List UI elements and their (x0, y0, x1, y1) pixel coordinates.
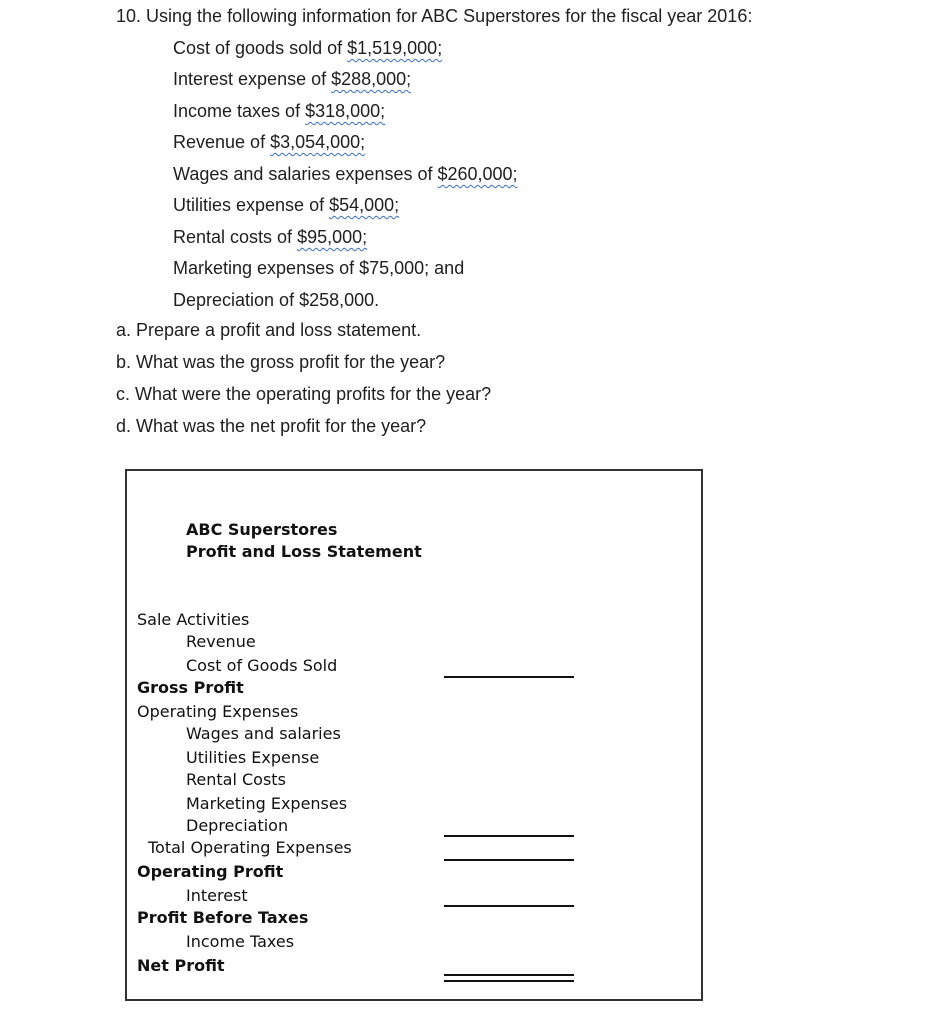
cogs-answer-line[interactable] (444, 676, 574, 678)
given-item-income-taxes: Income taxes of $318,000; (173, 101, 386, 121)
row-cogs: Cost of Goods Sold (186, 656, 338, 675)
net-profit-double-line[interactable] (444, 974, 574, 982)
part-c: c. What were the operating profits for the year? (116, 384, 492, 404)
depreciation-answer-line[interactable] (444, 835, 574, 837)
given-value-utilities: $54,000; (329, 195, 400, 215)
given-value-rental: $95,000; (297, 227, 368, 247)
given-item-utilities: Utilities expense of $54,000; (173, 195, 400, 215)
given-item-rental: Rental costs of $95,000; (173, 227, 368, 247)
total-opex-answer-line[interactable] (444, 859, 574, 861)
profit-loss-statement (125, 469, 703, 1001)
statement-title: Profit and Loss Statement (186, 542, 422, 561)
part-a: a. Prepare a profit and loss statement. (116, 320, 422, 340)
given-item-revenue: Revenue of $3,054,000; (173, 132, 366, 152)
given-value-interest: $288,000; (331, 69, 412, 89)
given-value-cogs: $1,519,000; (347, 38, 443, 58)
row-revenue: Revenue (186, 632, 256, 651)
given-value-revenue: $3,054,000; (270, 132, 366, 152)
question-title: 10. Using the following information for ABC Superstores for the fiscal year 2016: (116, 6, 753, 26)
row-interest: Interest (186, 886, 248, 905)
given-item-wages: Wages and salaries expenses of $260,000; (173, 164, 518, 184)
part-d: d. What was the net profit for the year? (116, 416, 427, 436)
given-item-cogs: Cost of goods sold of $1,519,000; (173, 38, 443, 58)
row-sale-activities: Sale Activities (137, 610, 250, 629)
row-rental: Rental Costs (186, 770, 286, 789)
statement-company: ABC Superstores (186, 520, 338, 539)
given-item-marketing: Marketing expenses of $75,000; and (173, 258, 465, 278)
part-b: b. What was the gross profit for the year? (116, 352, 446, 372)
row-operating-profit: Operating Profit (137, 862, 284, 881)
row-wages: Wages and salaries (186, 724, 341, 743)
row-gross-profit: Gross Profit (137, 678, 244, 697)
row-marketing: Marketing Expenses (186, 794, 348, 813)
given-value-income-taxes: $318,000; (305, 101, 386, 121)
row-total-opex: Total Operating Expenses (148, 838, 352, 857)
row-profit-before-taxes: Profit Before Taxes (137, 908, 309, 927)
given-item-interest: Interest expense of $288,000; (173, 69, 412, 89)
interest-answer-line[interactable] (444, 905, 574, 907)
given-value-wages: $260,000; (437, 164, 518, 184)
row-income-taxes: Income Taxes (186, 932, 295, 951)
row-depreciation: Depreciation (186, 816, 289, 835)
row-net-profit: Net Profit (137, 956, 225, 975)
given-item-depreciation: Depreciation of $258,000. (173, 290, 380, 310)
row-utilities: Utilities Expense (186, 748, 320, 767)
row-operating-expenses: Operating Expenses (137, 702, 299, 721)
